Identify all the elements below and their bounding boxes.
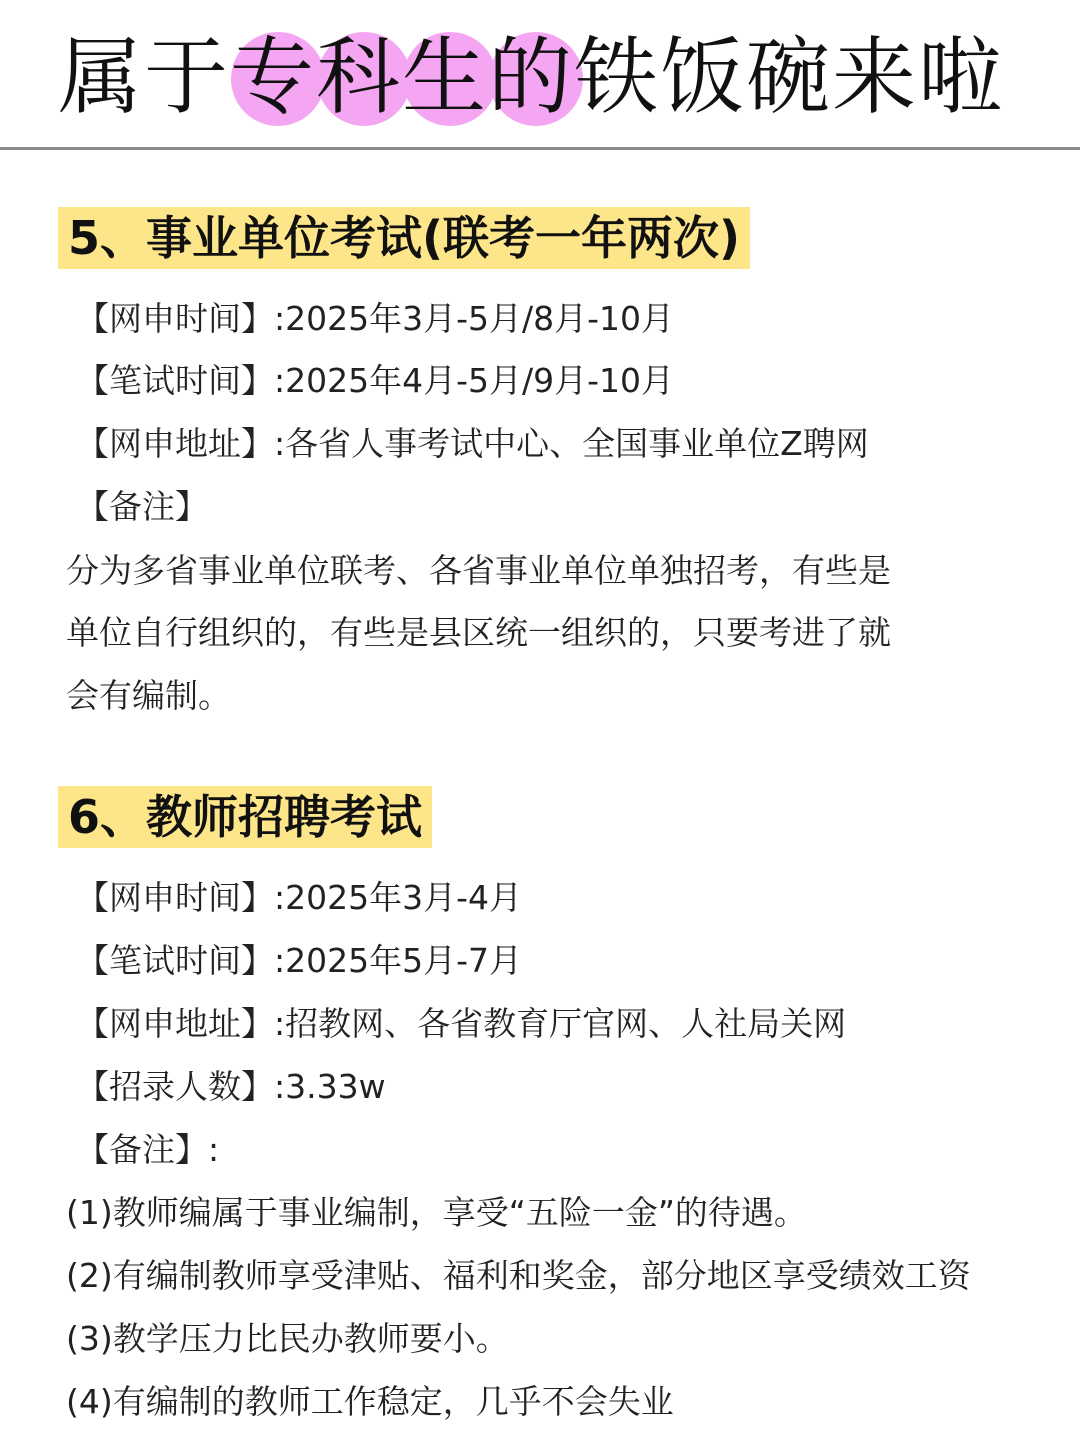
section6-hires: 【招录人数】:3.33w [76,1067,386,1106]
section-heading-public-institution-exam: 5、事业单位考试(联考一年两次) [58,207,750,269]
section6-note-line: (3)教学压力比民办教师要小。 [66,1319,509,1358]
section5-exam-time: 【笔试时间】:2025年4月-5月/9月-10月 [76,361,675,400]
section6-note-label: 【备注】: [76,1130,220,1169]
section6-apply-site: 【网申地址】:招教网、各省教育厅官网、人社局关网 [76,1004,847,1043]
section5-note-line: 单位自行组织的，有些是县区统一组织的，只要考进了就 [66,613,891,652]
section5-note-line: 会有编制。 [66,676,231,715]
section5-note-line: 分为多省事业单位联考、各省事业单位单独招考，有些是 [66,551,891,590]
title-banner [0,0,1080,150]
title-divider [0,147,1080,150]
section6-note-line: (4)有编制的教师工作稳定，几乎不会失业 [66,1382,674,1421]
section6-note-line: (1)教师编属于事业编制，享受“五险一金”的待遇。 [66,1193,807,1232]
section5-apply-site: 【网申地址】:各省人事考试中心、全国事业单位Z聘网 [76,424,869,463]
page-title: 属于专科生的铁饭碗来啦 [58,28,1005,126]
section6-exam-time: 【笔试时间】:2025年5月-7月 [76,941,522,980]
section6-apply-time: 【网申时间】:2025年3月-4月 [76,878,522,917]
section5-note-label: 【备注】 [76,487,208,526]
section6-note-line: (2)有编制教师享受津贴、福利和奖金，部分地区享受绩效工资 [66,1256,971,1295]
section5-apply-time: 【网申时间】:2025年3月-5月/8月-10月 [76,299,675,338]
section-heading-teacher-exam: 6、教师招聘考试 [58,786,432,848]
